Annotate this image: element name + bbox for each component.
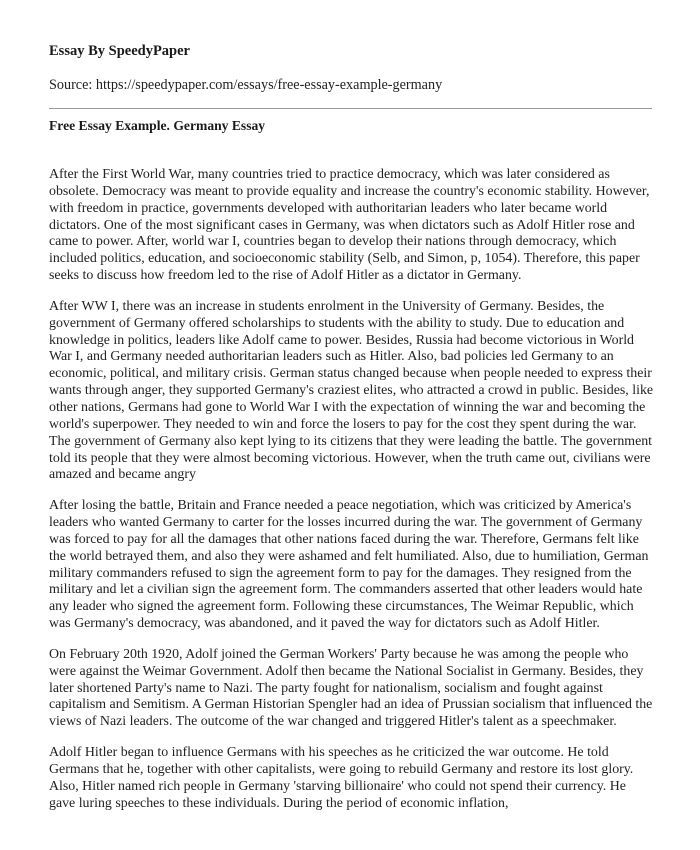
essay-paragraph-3: After losing the battle, Britain and France needed a peace negotiation, which was criticized by America's leaders who wanted Germany to carter for the losses incurred during the war. The government of Germany was forced to pay for all the damages that other nations faced during the war. Therefore, Germans felt like the world betrayed them, and also they were ashamed and felt humiliated. Also, due to humiliation, German military commanders refused to sign the agreement form to pay for the damages. They resigned from the military and let a civilian sign the agreement form. The commanders asserted that other leaders would hate any leader who signed the agreement form. Following these circumstances, The Weimar Republic, which was Germany's democracy, was abandoned, and it paved the way for dictators such as Adolf Hitler. — [49, 498, 649, 632]
header-divider — [49, 108, 652, 109]
essay-paragraph-5: Adolf Hitler began to influence Germans with his speeches as he criticized the war outcome. He told Germans that he, together with other capitalists, were going to rebuild Germany and restore its lost glory. Also, Hitler named rich people in Germany 'starving billionaire' who could not spend their currency. He gave luring speeches to these individuals. During the period of economic inflation, — [49, 745, 634, 811]
essay-title: Free Essay Example. Germany Essay — [49, 118, 266, 133]
essay-paragraph-4: On February 20th 1920, Adolf joined the German Workers' Party because he was among the people who were against the Weimar Government. Adolf then became the National Socialist in Germany. Besides, they later shortened Party's name to Nazi. The party fought for nationalism, socialism and fought against capitalism and Semitism. A German Historian Spengler had an idea of Prussian socialism that influenced the views of Nazi leaders. The outcome of the war changed and triggered Hitler's talent as a speechmaker. — [49, 646, 653, 730]
essay-paragraph-1: After the First World War, many countries tried to practice democracy, which was later considered as obsolete. Democracy was meant to provide equality and increase the country's economic stability. However, with freedom in practice, governments developed with authoritarian leaders who later became world dictators. One of the most significant cases in Germany, was when dictators such as Adolf Hitler rose and came to power. After, world war I, countries began to develop their nations through democracy, which included politics, education, and socioeconomic stability (Selb, and Simon, p, 1054). Therefore, this paper seeks to discuss how freedom led to the rise of Adolf Hitler as a dictator in Germany. — [49, 167, 650, 284]
essay-body — [49, 167, 654, 813]
essay-paragraph-2: After WW I, there was an increase in students enrolment in the University of Germany. Besides, the government of Germany offered scholarships to students with the ability to study. Due to education and knowledge in politics, leaders like Adolf came to power. Besides, Russia had become victorious in World War I, and Germany needed authoritarian leaders such as Hitler. Also, bad policies led Germany to an economic, political, and military crisis. German status changed because when people needed to express their wants through anger, they supported Germany's craziest elites, who attracted a crowd in public. Besides, like other nations, Germans had gone to World War I with the expectation of winning the war and becoming the world's superpower. They needed to win and force the losers to pay for the cost they spent during the war. The government of Germany also kept lying to its citizens that they were leading the battle. The government told its people that they were almost becoming victorious. However, when the truth came out, civilians were amazed and became angry — [49, 298, 654, 483]
source-line: Source: https://speedypaper.com/essays/free-essay-example-germany — [49, 77, 443, 93]
document-header-title: Essay By SpeedyPaper — [49, 43, 190, 59]
document-page — [49, 42, 654, 827]
